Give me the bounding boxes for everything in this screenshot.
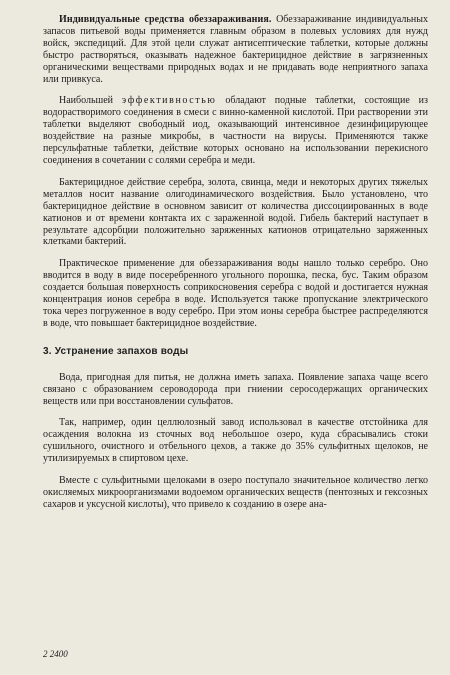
- paragraph-individual-disinfection: [43, 14, 428, 85]
- paragraph-sulfite-liquors: Вместе с сульфитными щелоками в озеро поступало значительное количество легко окисляемых микроорганизмами водоемом органических веществ (пентозных и гексозных сахаров и уксусной кислоты), что привело к созданию в озере ана-: [43, 475, 428, 510]
- paragraph-oligodynamic: Бактерицидное действие серебра, золота, свинца, меди и некоторых других тяжелых металлов носит название олигодинамического воздействия. Было установлено, что бактерицидное действие в основном зависит от количества диссоциированных в воде катионов и от времени контакта их с зараженной водой. Гибель бактерий наступает в результате адсорбции положительно заряженных катионов отрицательно заряженных клетками бактерий.: [43, 176, 428, 248]
- paragraph-pulp-mill-example: Так, например, один целлюлозный завод использовал в качестве отстойника для осаждения волокна из сточных вод небольшое озеро, куда сбрасывались стоки сушильного, очистного и отбельного цехов, а также до 35% сульфитных щелоков, не утилизируемых в спиртовом цехе.: [43, 417, 428, 465]
- paragraph-iodine-tablets: [43, 95, 428, 166]
- paragraph-text-start: Наибольшей: [59, 95, 122, 107]
- paragraph-lead-heading: Индивидуальные средства обеззараживания.: [59, 14, 272, 25]
- section-heading: 3. Устранение запахов воды: [43, 345, 189, 357]
- paragraph-odor: Вода, пригодная для питья, не должна иметь запаха. Появление запаха чаще всего связано с образованием сероводорода при гниении серосодержащих органических веществ или при восстановлении сульфатов.: [43, 371, 428, 407]
- paragraph-text-rest: обладают подные таблетки, состоящие из водорастворимого соединения в смеси с винно-каменной кислотой. При растворении эти таблетки выделяют свободный иод, оказывающий интенсивное дезинфицирующее воздействие на разные микробы, в частности на вирусы. Применяются также персульфатные таблетки, действие которых основано на использовании перекисного соединения в сочетании с солями серебра и меди.: [43, 95, 428, 166]
- paragraph-silver-practical: Практическое применение для обеззараживания воды нашло только серебро. Оно вводится в воду в виде посеребренного угольного порошка, песка, бус. Таким образом создается большая поверхность соприкосновения серебра с водой и достигается нужная концентрация ионов серебра в воде. Используется также пропускание электрического тока через погруженное в воду серебро. При этом ионы серебра быстрее распределяются в воде, что повышает бактерицидное воздействие.: [43, 258, 428, 329]
- paragraph-body: Обеззараживание индивидуальных запасов питьевой воды применяется главным образом в полевых условиях для нужд войск, экспедиций. Для этой цели служат антисептические таблетки, которые должны быстро растворяться, оказывать надежное бактерицидное действие в загрязненных органическими веществами природных водах и не придавать воде неприятного запаха или привкуса.: [43, 14, 429, 85]
- page-footer-signature: 2 2400: [43, 649, 68, 659]
- spaced-emphasis-word: эффективностью: [121, 95, 217, 107]
